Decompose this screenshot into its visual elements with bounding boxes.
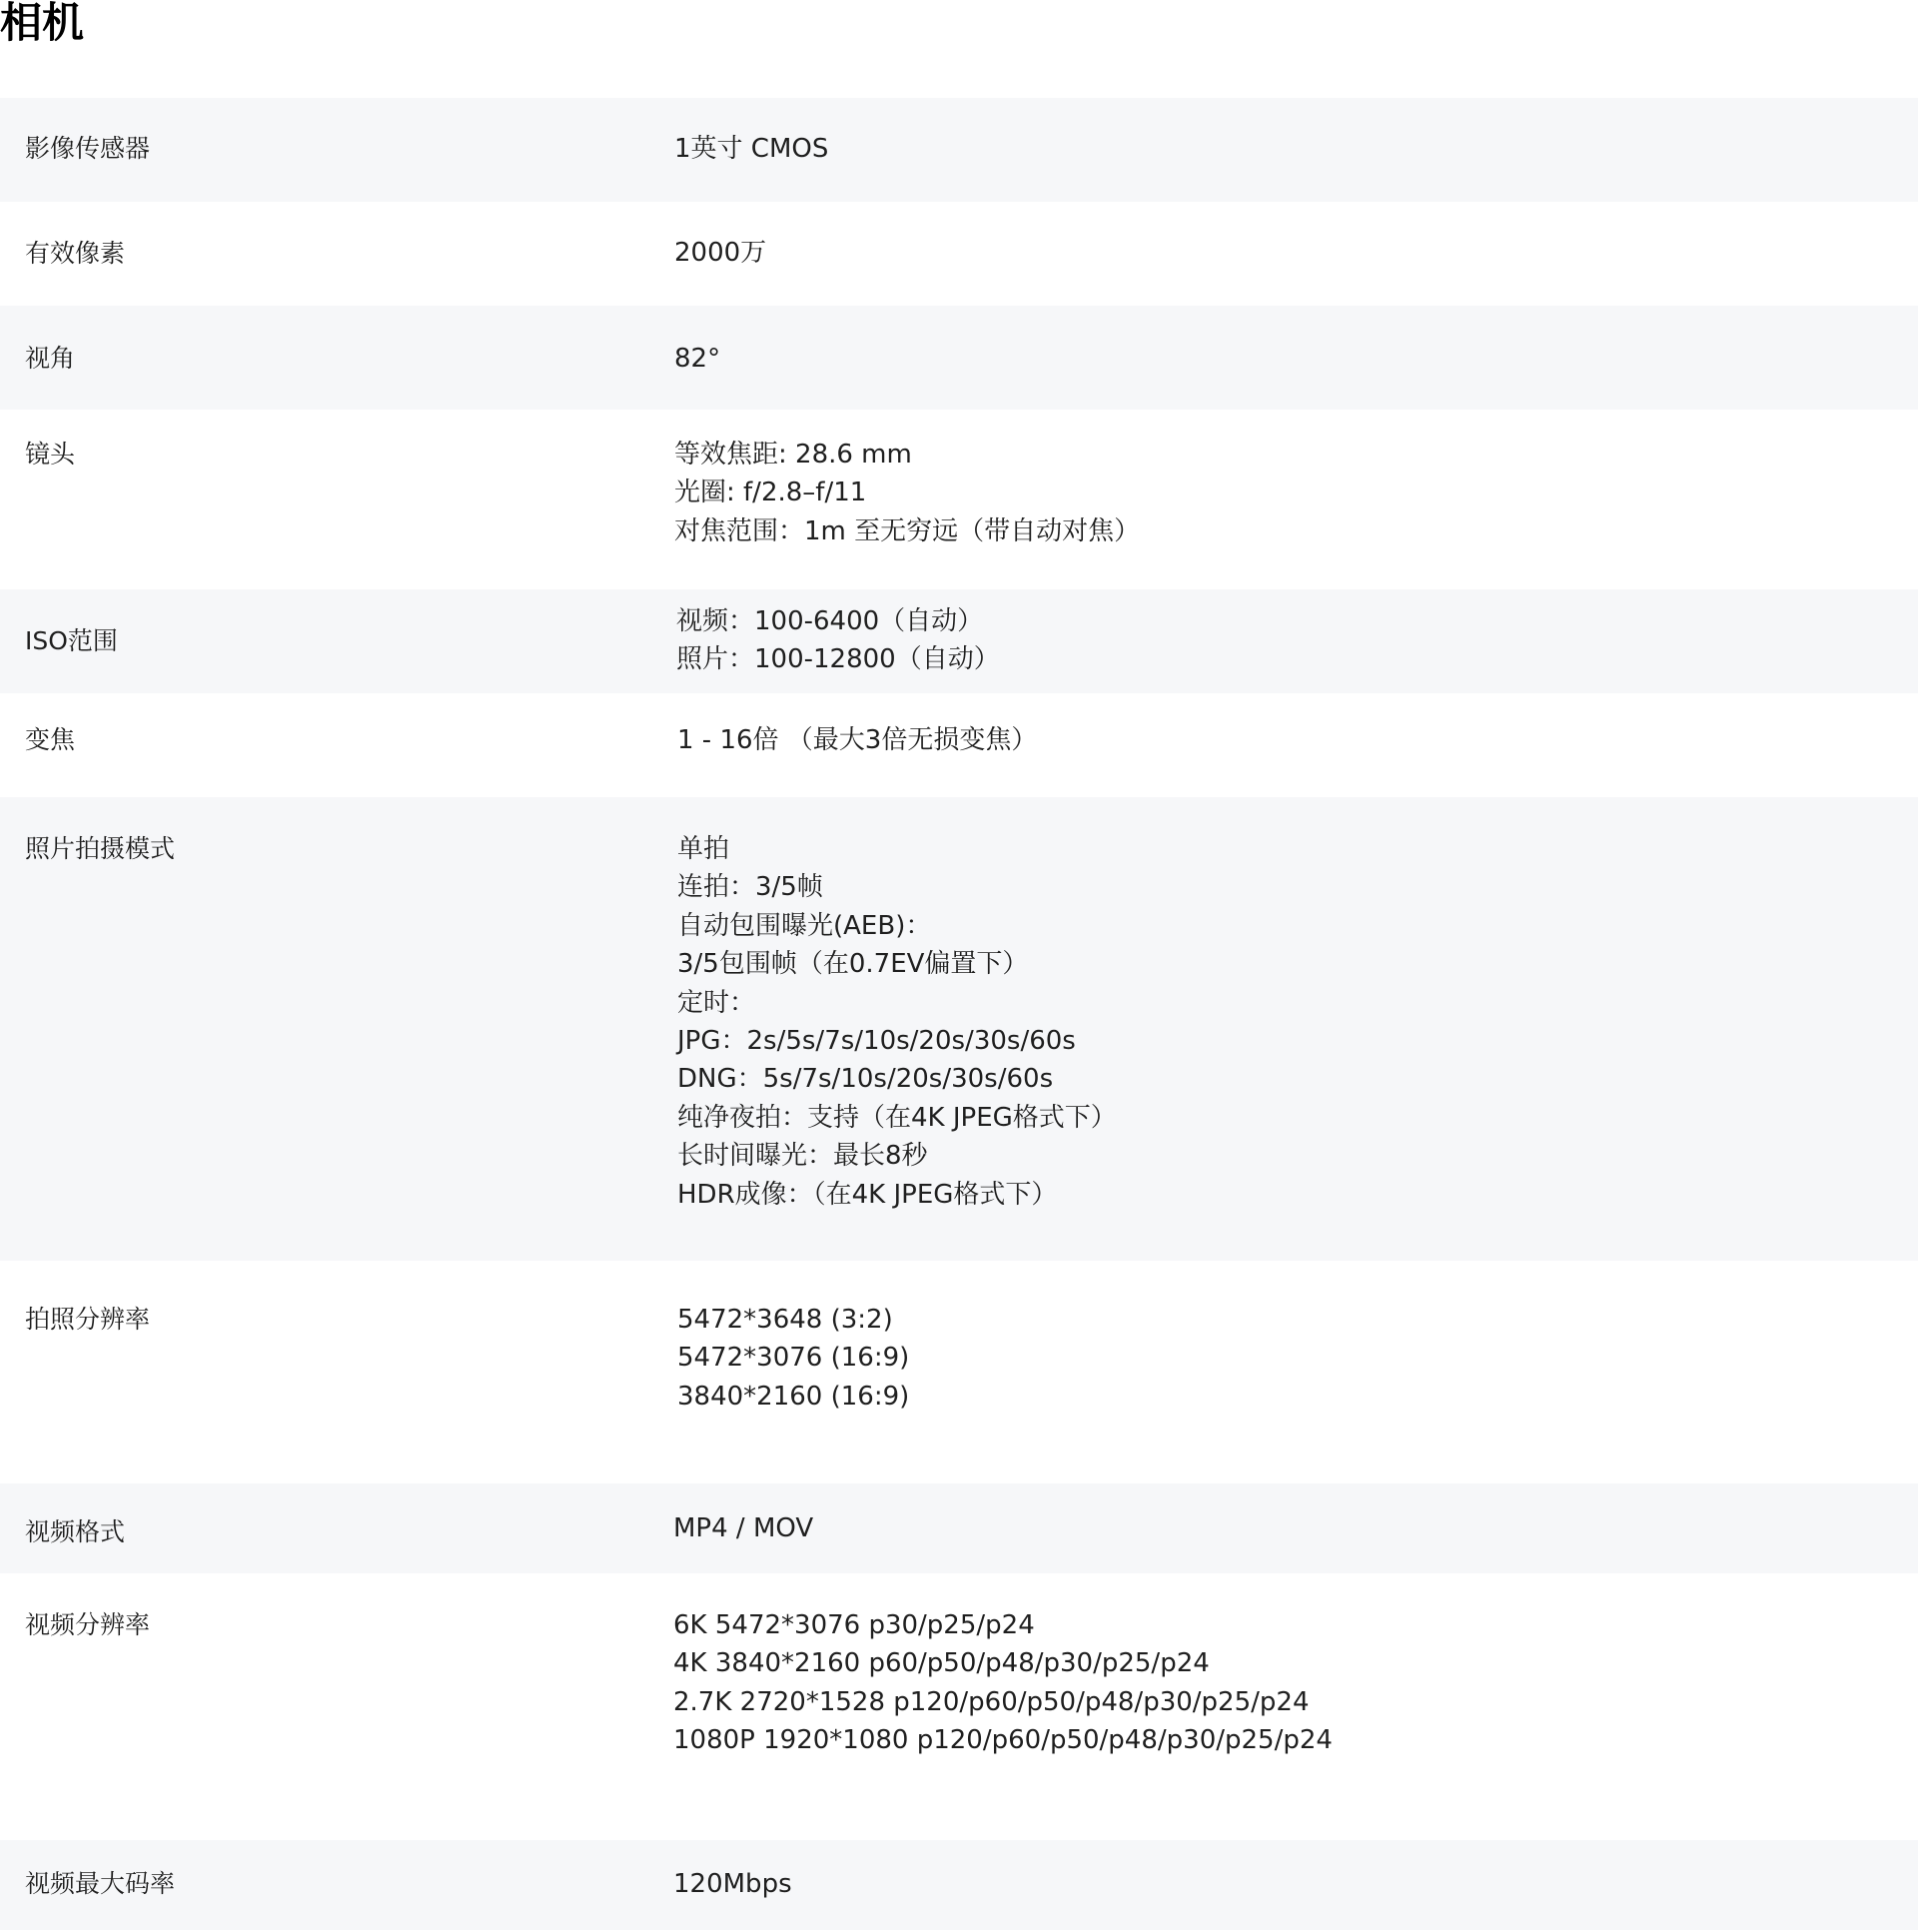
- spec-value-line: 连拍：3/5帧: [677, 872, 823, 903]
- spec-row-photo-resolution: [0, 1261, 1918, 1483]
- spec-value: [673, 1509, 813, 1547]
- spec-value: [677, 830, 1117, 1214]
- spec-label: ISO范围: [25, 626, 118, 655]
- spec-value: [673, 1865, 792, 1903]
- spec-value: [677, 1301, 909, 1416]
- spec-value-line: 光圈: f/2.8–f/11: [674, 478, 867, 508]
- spec-value-line: 长时间曝光：最长8秒: [677, 1141, 928, 1172]
- spec-value-line: 视频：100-6400（自动）: [676, 606, 984, 636]
- spec-value-line: 1080P 1920*1080 p120/p60/p50/p48/p30/p25/p24: [673, 1725, 1333, 1756]
- spec-value: [674, 436, 1140, 550]
- spec-value-line: 1 - 16倍 （最大3倍无损变焦）: [677, 725, 1038, 755]
- spec-label: 视角: [25, 344, 76, 373]
- spec-row-video-format: [0, 1483, 1918, 1573]
- spec-value-line: 对焦范围：1m 至无穷远（带自动对焦）: [674, 515, 1141, 546]
- spec-value-line: 82°: [674, 344, 721, 374]
- spec-value-line: 单拍: [677, 834, 730, 864]
- spec-value-line: 120Mbps: [673, 1869, 792, 1899]
- spec-value: [674, 340, 720, 378]
- spec-value-line: 2000万: [674, 238, 767, 268]
- spec-value-line: 自动包围曝光(AEB)：: [677, 910, 932, 941]
- spec-value-line: 5472*3076 (16:9): [677, 1343, 910, 1374]
- spec-value-line: MP4 / MOV: [673, 1513, 814, 1543]
- spec-label: 视频格式: [25, 1517, 126, 1546]
- spec-label: 镜头: [25, 440, 76, 469]
- spec-value: [677, 721, 1037, 759]
- spec-table: [0, 98, 1918, 1930]
- spec-value: [674, 130, 828, 168]
- spec-row-max-bitrate: [0, 1840, 1918, 1930]
- spec-value-line: 3/5包围帧（在0.7EV偏置下）: [677, 949, 1029, 980]
- spec-value-line: 照片：100-12800（自动）: [676, 644, 1000, 675]
- spec-row-photo-modes: [0, 797, 1918, 1261]
- spec-label: 变焦: [25, 725, 76, 754]
- spec-row-lens: [0, 410, 1918, 589]
- spec-row-sensor: [0, 98, 1918, 202]
- page-title: 相机: [0, 0, 85, 47]
- spec-label: 视频最大码率: [25, 1869, 176, 1898]
- spec-value-line: DNG：5s/7s/10s/20s/30s/60s: [677, 1064, 1054, 1095]
- spec-label: 拍照分辨率: [25, 1305, 151, 1334]
- spec-value-line: 等效焦距: 28.6 mm: [674, 440, 912, 470]
- spec-label: 影像传感器: [25, 134, 151, 163]
- spec-value-line: JPG：2s/5s/7s/10s/20s/30s/60s: [677, 1026, 1076, 1057]
- spec-value-line: 3840*2160 (16:9): [677, 1381, 910, 1412]
- spec-row-pixels: [0, 202, 1918, 306]
- spec-row-iso: [0, 589, 1918, 693]
- spec-value-line: 纯净夜拍：支持（在4K JPEG格式下）: [677, 1102, 1117, 1133]
- spec-value: [673, 1606, 1333, 1760]
- spec-value: [676, 602, 1000, 679]
- spec-value-line: HDR成像：（在4K JPEG格式下）: [677, 1179, 1058, 1210]
- spec-value-line: 6K 5472*3076 p30/p25/p24: [673, 1610, 1035, 1640]
- spec-value-line: 2.7K 2720*1528 p120/p60/p50/p48/p30/p25/p24: [673, 1686, 1310, 1717]
- spec-label: 照片拍摄模式: [25, 834, 176, 863]
- spec-label: 视频分辨率: [25, 1610, 151, 1639]
- spec-value-line: 5472*3648 (3:2): [677, 1305, 893, 1335]
- spec-value-line: 4K 3840*2160 p60/p50/p48/p30/p25/p24: [673, 1648, 1210, 1679]
- spec-value-line: 1英寸 CMOS: [674, 134, 829, 164]
- spec-value: [674, 234, 766, 272]
- spec-row-fov: [0, 306, 1918, 410]
- spec-value-line: 定时：: [677, 987, 756, 1018]
- spec-row-video-resolution: [0, 1573, 1918, 1840]
- spec-row-zoom: [0, 693, 1918, 797]
- spec-label: 有效像素: [25, 239, 126, 268]
